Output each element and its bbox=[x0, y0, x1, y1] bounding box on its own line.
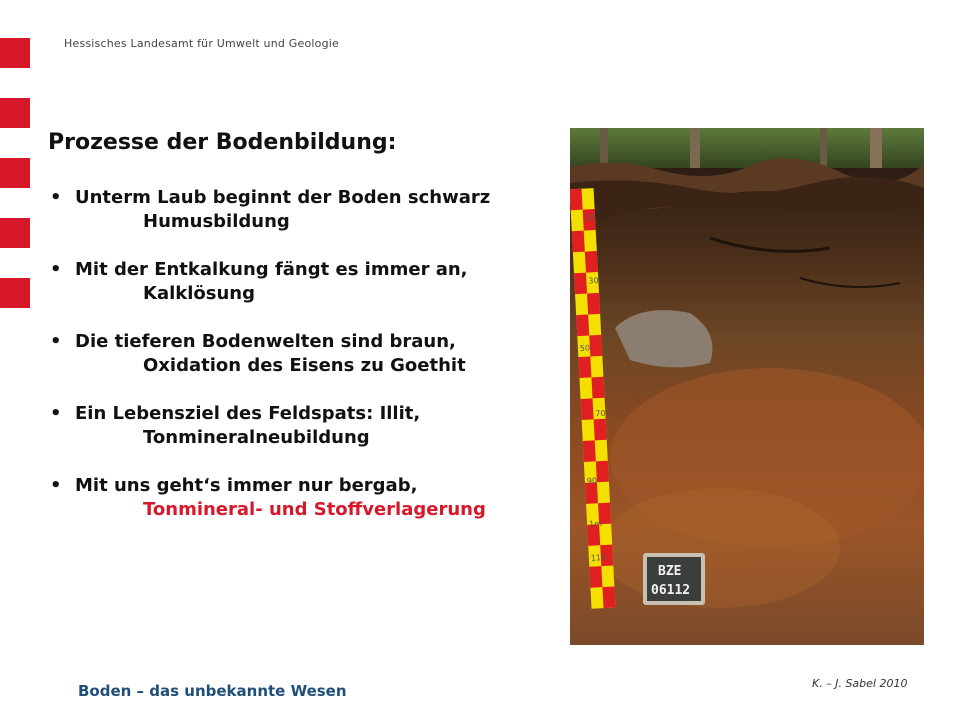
bullet-list bbox=[48, 186, 548, 546]
scale-label: 110 bbox=[590, 552, 607, 563]
bullet-dot: • bbox=[50, 187, 62, 208]
bullet-sub-text: Oxidation des Eisens zu Goethit bbox=[143, 355, 466, 376]
bullet-item bbox=[48, 474, 548, 522]
bullet-item bbox=[48, 258, 548, 306]
sign-line-1: BZE bbox=[658, 564, 682, 579]
bullet-main-text: Mit der Entkalkung fängt es immer an, bbox=[75, 259, 468, 280]
accent-bar bbox=[0, 218, 30, 248]
scale-label: 50 bbox=[579, 343, 591, 353]
bullet-sub-text: Kalklösung bbox=[143, 283, 255, 304]
slide-title: Prozesse der Bodenbildung: bbox=[48, 130, 397, 155]
scale-label: 90 bbox=[586, 476, 598, 486]
bullet-main-text: Unterm Laub beginnt der Boden schwarz bbox=[75, 187, 491, 208]
scale-label: 30 bbox=[588, 275, 599, 286]
sample-sign bbox=[643, 553, 705, 605]
accent-bar bbox=[0, 158, 30, 188]
bullet-sub-text: Tonmineralneubildung bbox=[143, 427, 370, 448]
sign-line-2: 06112 bbox=[651, 583, 691, 598]
footer-title: Boden – das unbekannte Wesen bbox=[78, 682, 347, 700]
bullet-dot: • bbox=[50, 331, 62, 352]
bullet-item bbox=[48, 330, 548, 378]
scale-label: 70 bbox=[595, 408, 606, 419]
bullet-dot: • bbox=[50, 403, 62, 424]
bullet-main-text: Ein Lebensziel des Feldspats: Illit, bbox=[75, 403, 421, 424]
soil-profile-photo bbox=[570, 128, 924, 645]
bullet-main-text: Mit uns geht‘s immer nur bergab, bbox=[75, 475, 418, 496]
bullet-item bbox=[48, 186, 548, 234]
accent-bar bbox=[0, 98, 30, 128]
bullet-main-text: Die tieferen Bodenwelten sind braun, bbox=[75, 331, 456, 352]
scale-label: 1m bbox=[588, 519, 603, 529]
accent-bar bbox=[0, 38, 30, 68]
photo-credit: K. – J. Sabel 2010 bbox=[812, 677, 908, 690]
organization-name: Hessisches Landesamt für Umwelt und Geologie bbox=[64, 37, 339, 50]
bullet-dot: • bbox=[50, 475, 62, 496]
bullet-dot: • bbox=[50, 259, 62, 280]
bullet-item bbox=[48, 402, 548, 450]
bullet-sub-text-highlight: Tonmineral- und Stoffverlagerung bbox=[143, 499, 486, 520]
accent-bar bbox=[0, 278, 30, 308]
bullet-sub-text: Humusbildung bbox=[143, 211, 290, 232]
scale-label: 10 bbox=[584, 213, 596, 223]
